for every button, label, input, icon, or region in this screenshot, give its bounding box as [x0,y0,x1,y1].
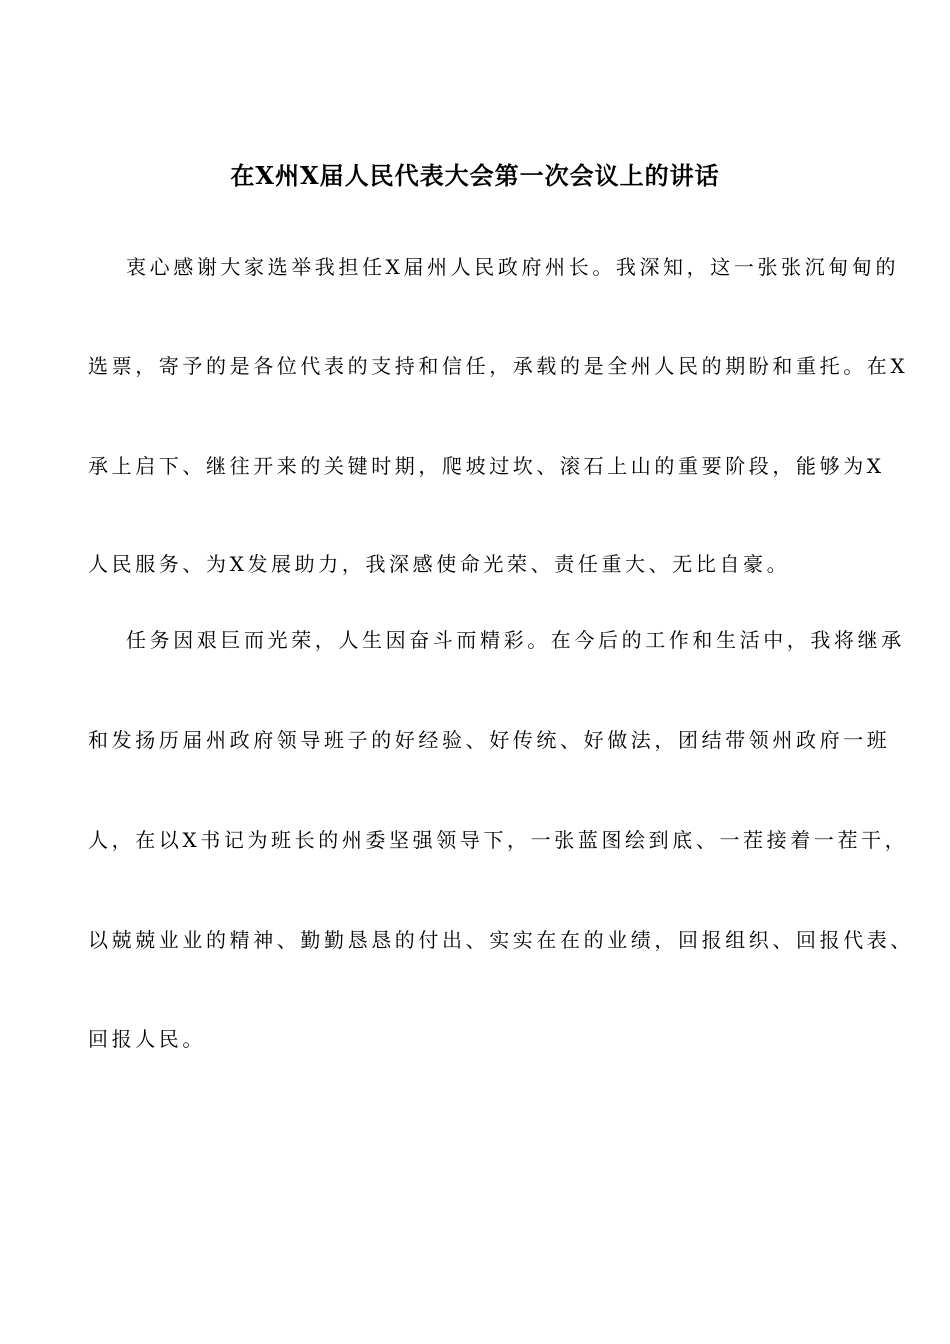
paragraph-2-line-3: 人，在以X书记为班长的州委坚强领导下，一张蓝图绘到底、一茬接着一茬干， [88,828,909,852]
paragraph-1-line-1: 衷心感谢大家选举我担任X届州人民政府州长。我深知，这一张张沉甸甸的 [126,255,900,279]
paragraph-1-line-4: 人民服务、为X发展助力，我深感使命光荣、责任重大、无比自豪。 [88,552,791,576]
paragraph-1-line-3: 承上启下、继往开来的关键时期，爬坡过坎、滚石上山的重要阶段，能够为X [88,454,885,478]
document-title: 在X州X届人民代表大会第一次会议上的讲话 [230,161,720,190]
paragraph-2-line-5: 回报人民。 [88,1027,206,1051]
paragraph-1-line-2: 选票，寄予的是各位代表的支持和信任，承载的是全州人民的期盼和重托。在X [88,354,909,378]
paragraph-2-line-2: 和发扬历届州政府领导班子的好经验、好传统、好做法，团结带领州政府一班 [88,728,891,752]
paragraph-2-line-4: 以兢兢业业的精神、勤勤恳恳的付出、实实在在的业绩，回报组织、回报代表、 [88,928,914,952]
paragraph-2-line-1: 任务因艰巨而光荣，人生因奋斗而精彩。在今后的工作和生活中，我将继承 [126,628,905,652]
